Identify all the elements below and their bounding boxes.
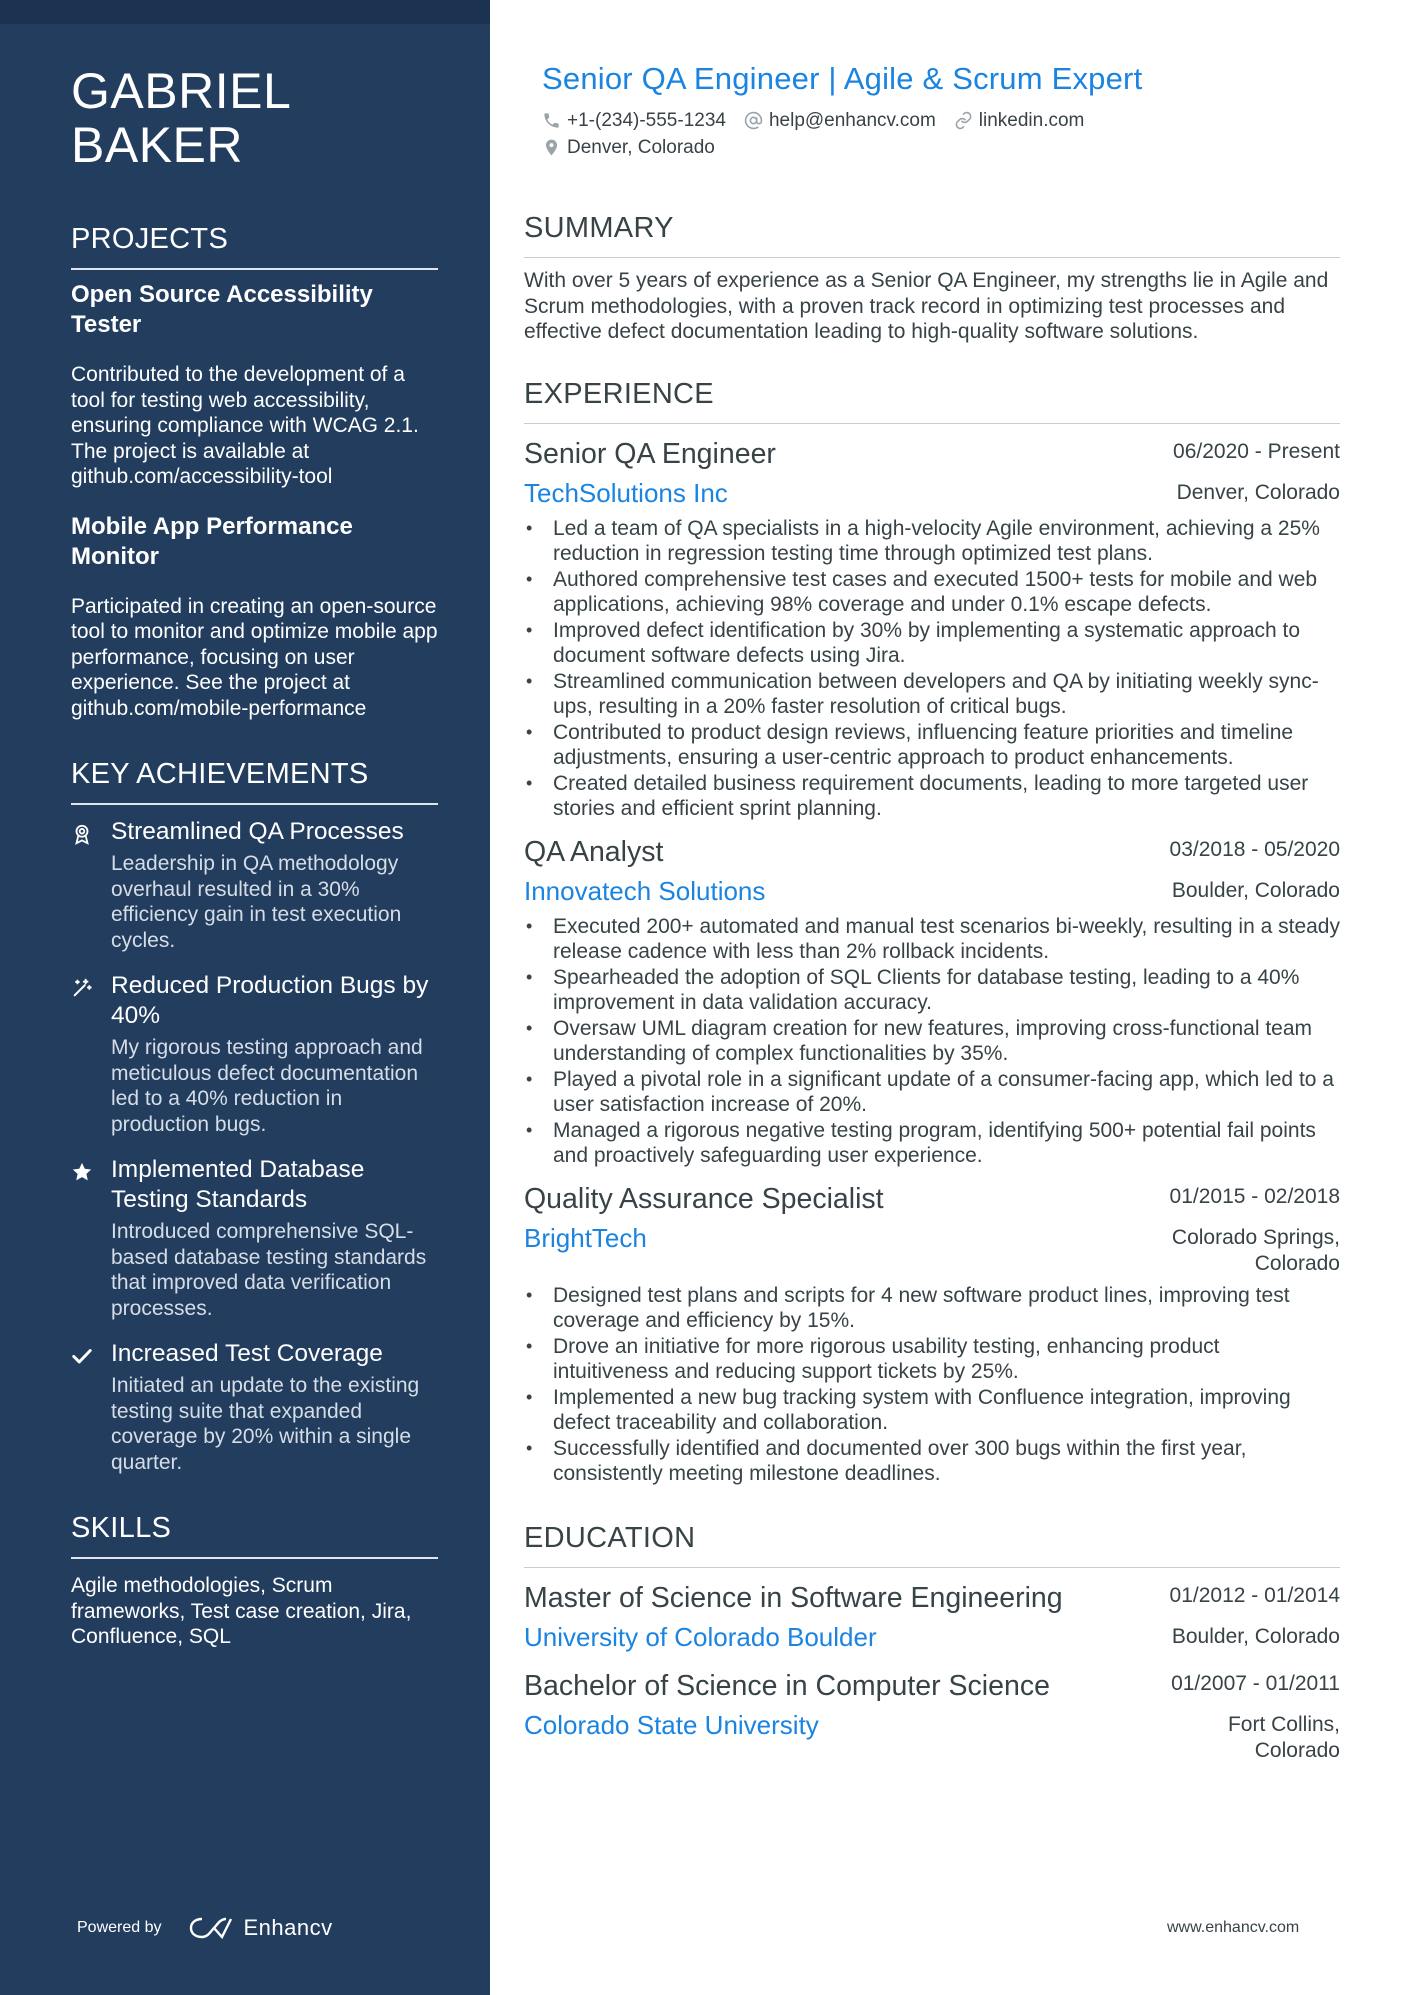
achievement-item (71, 971, 438, 1137)
achievement-description: Introduced comprehensive SQL-based database testing standards that improved data verification processes. (111, 1220, 427, 1320)
enhancv-logo[interactable] (188, 1915, 333, 1941)
education-entry (524, 1668, 1340, 1764)
summary-text: With over 5 years of experience as a Senior QA Engineer, my strengths lie in Agile and Scrum methodologies, with a proven track record in optimizing test processes and effective defect documentation leading to high-quality software solutions. (524, 269, 1329, 343)
name-last: BAKER (71, 117, 244, 173)
bullet-item: • Played a pivotal role in a significant update of a consumer-facing app, which led to a user satisfaction increase of 20%. (524, 1067, 1340, 1118)
school-name: Colorado State University (524, 1709, 819, 1740)
job-entry (524, 1181, 1340, 1487)
bullet-item: • Contributed to product design reviews, influencing feature priorities and timeline adjustments, ensuring a user-centric approach to product enhancements. (524, 720, 1340, 771)
school-location: Fort Collins, Colorado (1227, 1712, 1340, 1762)
company-name: BrightTech (524, 1222, 647, 1253)
bullet-item: • Successfully identified and documented over 300 bugs within the first year, consistently meeting milestone deadlines. (524, 1436, 1340, 1487)
degree-title: Master of Science in Software Engineering (524, 1581, 1063, 1614)
job-title: QA Analyst (524, 835, 664, 868)
skills-list: Agile methodologies, Scrum frameworks, Test case creation, Jira, Confluence, SQL (71, 1574, 412, 1648)
achievement-description: My rigorous testing approach and meticulous defect documentation led to a 40% reduction in production bugs. (111, 1036, 423, 1136)
sidebar-top-bar (0, 0, 490, 24)
magic-wand-icon (71, 971, 111, 1137)
job-bullets (524, 516, 1340, 822)
contact-info (542, 107, 1340, 161)
bullet-item: • Streamlined communication between developers and QA by initiating weekly sync-ups, resulting in a 20% faster resolution of critical bugs. (524, 669, 1340, 720)
achievement-title: Streamlined QA Processes (111, 818, 404, 845)
main-content (524, 0, 1340, 1764)
achievement-title: Reduced Production Bugs by 40% (111, 972, 429, 1029)
bullet-item: • Managed a rigorous negative testing program, identifying 500+ potential fail points and proactively safeguarding user experience. (524, 1118, 1340, 1169)
bullet-item: • Created detailed business requirement documents, leading to more targeted user stories and efficient sprint planning. (524, 771, 1340, 822)
location-text: Denver, Colorado (567, 137, 715, 158)
bullet-item: • Drove an initiative for more rigorous usability testing, enhancing product intuitiveness and reducing support tickets by 25%. (524, 1334, 1340, 1385)
education-entry (524, 1580, 1340, 1654)
job-dates: 06/2020 - Present (1173, 439, 1340, 463)
school-location: Boulder, Colorado (1171, 1624, 1340, 1648)
email-address: help@enhancv.com (768, 110, 936, 131)
job-bullets (524, 1283, 1340, 1487)
bullet-item: • Designed test plans and scripts for 4 new software product lines, improving test coverage and efficiency by 15%. (524, 1283, 1340, 1334)
achievement-description: Leadership in QA methodology overhaul resulted in a 30% efficiency gain in test execution cycles. (111, 852, 402, 952)
sidebar (0, 0, 490, 1995)
job-title: Quality Assurance Specialist (524, 1182, 884, 1215)
bullet-item: • Authored comprehensive test cases and executed 1500+ tests for mobile and web applications, achieving 98% coverage and under 0.1% escape defects. (524, 567, 1340, 618)
education-title: EDUCATION (524, 1521, 1340, 1568)
footer-url[interactable]: www.enhancv.com (1167, 1919, 1300, 1936)
checkmark-icon (71, 1339, 111, 1475)
powered-by (77, 1915, 333, 1941)
name-first: GABRIEL (71, 63, 292, 119)
project-item (71, 280, 438, 490)
projects-title: PROJECTS (71, 222, 438, 270)
achievement-title: Increased Test Coverage (111, 1340, 383, 1367)
summary-title: SUMMARY (524, 211, 1340, 258)
linkedin-url: linkedin.com (978, 110, 1085, 131)
phone-contact[interactable] (542, 107, 726, 134)
project-title: Mobile App Performance Monitor (71, 512, 353, 570)
achievements-section (71, 757, 438, 1475)
achievement-item (71, 817, 438, 953)
education-dates: 01/2007 - 01/2011 (1171, 1671, 1340, 1695)
location-contact (542, 134, 715, 161)
project-description: Contributed to the development of a tool for testing web accessibility, ensuring compliance with WCAG 2.1. The project is available at github.com/accessibility-tool (71, 363, 419, 488)
experience-section (524, 377, 1340, 1487)
skills-section (71, 1511, 438, 1650)
project-item (71, 512, 438, 722)
location-pin-icon (542, 138, 561, 157)
achievements-title: KEY ACHIEVEMENTS (71, 757, 438, 805)
at-icon (744, 111, 763, 130)
education-dates: 01/2012 - 01/2014 (1169, 1583, 1340, 1607)
enhancv-logo-icon (188, 1915, 234, 1941)
bullet-item: • Spearheaded the adoption of SQL Clients for database testing, leading to a 40% improvement in data validation accuracy. (524, 965, 1340, 1016)
company-name: Innovatech Solutions (524, 875, 766, 906)
skills-title: SKILLS (71, 1511, 438, 1559)
job-dates: 01/2015 - 02/2018 (1169, 1184, 1340, 1208)
powered-by-label: Powered by (77, 1919, 162, 1936)
project-description: Participated in creating an open-source tool to monitor and optimize mobile app performance, focusing on user experience. See the project at github.com/mobile-performance (71, 594, 438, 720)
job-entry (524, 436, 1340, 822)
achievement-description: Initiated an update to the existing testing suite that expanded coverage by 20% within a single quarter. (111, 1374, 420, 1474)
education-section (524, 1521, 1340, 1764)
linkedin-contact[interactable] (954, 107, 1085, 134)
headline: Senior QA Engineer | Agile & Scrum Expert (542, 61, 1143, 96)
job-dates: 03/2018 - 05/2020 (1169, 837, 1340, 861)
enhancv-brand: Enhancv (243, 1915, 333, 1940)
school-name: University of Colorado Boulder (524, 1621, 877, 1652)
phone-icon (542, 111, 561, 130)
achievement-item (71, 1155, 438, 1321)
award-icon (71, 817, 111, 953)
job-title: Senior QA Engineer (524, 437, 776, 470)
bullet-item: • Improved defect identification by 30% by implementing a systematic approach to document software defects using Jira. (524, 618, 1340, 669)
experience-title: EXPERIENCE (524, 377, 1340, 424)
bullet-item: • Executed 200+ automated and manual test scenarios bi-weekly, resulting in a steady release cadence with less than 2% rollback incidents. (524, 914, 1340, 965)
job-location: Colorado Springs, Colorado (1171, 1225, 1340, 1275)
job-entry (524, 834, 1340, 1169)
candidate-name (71, 64, 438, 172)
phone-number: +1-(234)-555-1234 (567, 110, 726, 131)
star-icon (71, 1155, 111, 1321)
job-location: Boulder, Colorado (1171, 878, 1340, 902)
bullet-item: • Oversaw UML diagram creation for new features, improving cross-functional team understanding of complex functionalities by 35%. (524, 1016, 1340, 1067)
job-location: Denver, Colorado (1176, 480, 1340, 504)
company-name: TechSolutions Inc (524, 477, 728, 508)
project-title: Open Source Accessibility Tester (71, 281, 373, 338)
link-icon (954, 111, 973, 130)
bullet-item: • Implemented a new bug tracking system with Confluence integration, improving defect traceability and collaboration. (524, 1385, 1340, 1436)
summary-section (524, 211, 1340, 345)
bullet-item: • Led a team of QA specialists in a high-velocity Agile environment, achieving a 25% reduction in regression testing time through optimized test plans. (524, 516, 1340, 567)
job-bullets (524, 914, 1340, 1169)
projects-section (71, 222, 438, 721)
achievement-item (71, 1339, 438, 1475)
achievement-title: Implemented Database Testing Standards (111, 1156, 365, 1213)
degree-title: Bachelor of Science in Computer Science (524, 1669, 1050, 1702)
email-contact[interactable] (744, 107, 936, 134)
